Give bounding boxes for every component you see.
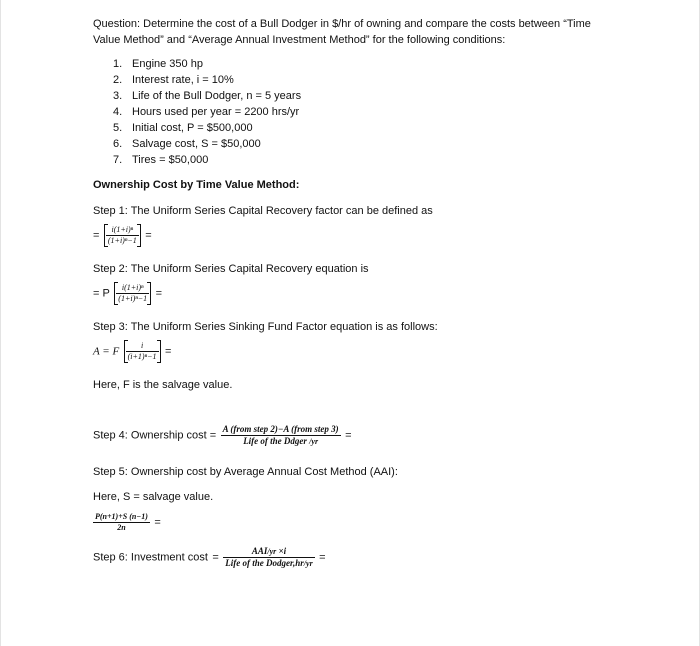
- condition-text: Tires = $50,000: [132, 154, 209, 166]
- cre-formula: [93, 282, 162, 305]
- crf-fraction: [106, 225, 139, 246]
- sff-prefix: A = F: [93, 345, 120, 358]
- crf-bracket: [104, 224, 141, 247]
- condition-num: 2.: [113, 74, 123, 86]
- cre-numerator: i(1+i)ⁿ: [121, 283, 144, 292]
- aai-numerator: P(n+1)+S (n−1): [95, 512, 148, 521]
- aai-fraction: [93, 512, 150, 533]
- investment-numerator-i: ×i: [276, 546, 287, 556]
- crf-prefix: =: [93, 229, 100, 242]
- ownership-unit: /yr: [309, 437, 319, 446]
- cre-bracket: [114, 282, 151, 305]
- step-4-formula: [93, 424, 352, 447]
- sff-numerator: i: [140, 341, 144, 350]
- cre-fraction: [116, 283, 149, 304]
- equals-sign: =: [154, 516, 161, 529]
- sff-bracket: [124, 340, 161, 363]
- condition-num: 5.: [113, 122, 123, 134]
- crf-numerator: i(1+i)ⁿ: [111, 225, 134, 234]
- equals-sign: =: [212, 551, 219, 564]
- step-6-label: Step 6: Investment cost: [93, 551, 208, 564]
- step-3-text: Step 3: The Uniform Series Sinking Fund Factor equation is as follows:: [93, 321, 438, 333]
- equals-sign: =: [164, 345, 172, 358]
- aai-denominator: 2n: [93, 522, 150, 533]
- step-1-text: Step 1: The Uniform Series Capital Recovery factor can be defined as: [93, 205, 433, 217]
- question-line-1: Question: Determine the cost of a Bull Dodger in $/hr of owning and compare the costs between “Time: [93, 18, 591, 30]
- condition-text: Initial cost, P = $500,000: [132, 122, 253, 134]
- sff-denominator: (i+1)ⁿ−1: [127, 352, 157, 361]
- equals-sign: =: [145, 229, 152, 242]
- condition-num: 1.: [113, 58, 123, 70]
- s-note: Here, S = salvage value.: [93, 491, 214, 503]
- condition-text: Salvage cost, S = $50,000: [132, 138, 261, 150]
- crf-denominator: (1+i)ⁿ−1: [107, 236, 137, 245]
- investment-numerator: [223, 546, 314, 557]
- investment-denominator-text: Life of the Dodger,hr: [225, 558, 304, 568]
- step-4-label: Step 4: Ownership cost =: [93, 429, 217, 442]
- ownership-heading: Ownership Cost by Time Value Method:: [93, 179, 300, 191]
- sff-fraction: [126, 341, 159, 362]
- investment-denominator-unit: /yr: [303, 559, 313, 568]
- condition-text: Interest rate, i = 10%: [132, 74, 234, 86]
- crf-formula: [93, 224, 152, 247]
- sff-formula: [93, 340, 171, 363]
- step-2-text: Step 2: The Uniform Series Capital Recovery equation is: [93, 263, 369, 275]
- aai-formula: [93, 512, 161, 533]
- cre-denominator: (1+i)ⁿ−1: [118, 294, 148, 303]
- question-line-2: Value Method” and “Average Annual Investment Method” for the following conditions:: [93, 34, 506, 46]
- ownership-numerator: A (from step 2)−A (from step 3): [222, 424, 339, 434]
- investment-numerator-unit: /yr: [267, 547, 277, 556]
- ownership-denominator: [221, 435, 341, 447]
- investment-numerator-aai: AAI: [251, 546, 268, 556]
- condition-text: Life of the Bull Dodger, n = 5 years: [132, 90, 302, 102]
- condition-num: 3.: [113, 90, 123, 102]
- equals-sign: =: [345, 429, 352, 442]
- condition-num: 7.: [113, 154, 123, 166]
- cre-prefix: = P: [93, 287, 110, 300]
- condition-num: 4.: [113, 106, 123, 118]
- step-6-formula: [93, 546, 326, 569]
- ownership-denominator-text: Life of the Ddger: [243, 436, 307, 446]
- condition-text: Hours used per year = 2200 hrs/yr: [132, 106, 300, 118]
- investment-denominator: [223, 557, 314, 569]
- condition-text: Engine 350 hp: [132, 58, 203, 70]
- investment-fraction: [223, 546, 314, 569]
- equals-sign: =: [155, 287, 163, 300]
- condition-num: 6.: [113, 138, 123, 150]
- equals-sign: =: [319, 551, 326, 564]
- salvage-note: Here, F is the salvage value.: [93, 379, 233, 391]
- step-5-text: Step 5: Ownership cost by Average Annual Cost Method (AAI):: [93, 466, 398, 478]
- ownership-fraction: [221, 424, 341, 447]
